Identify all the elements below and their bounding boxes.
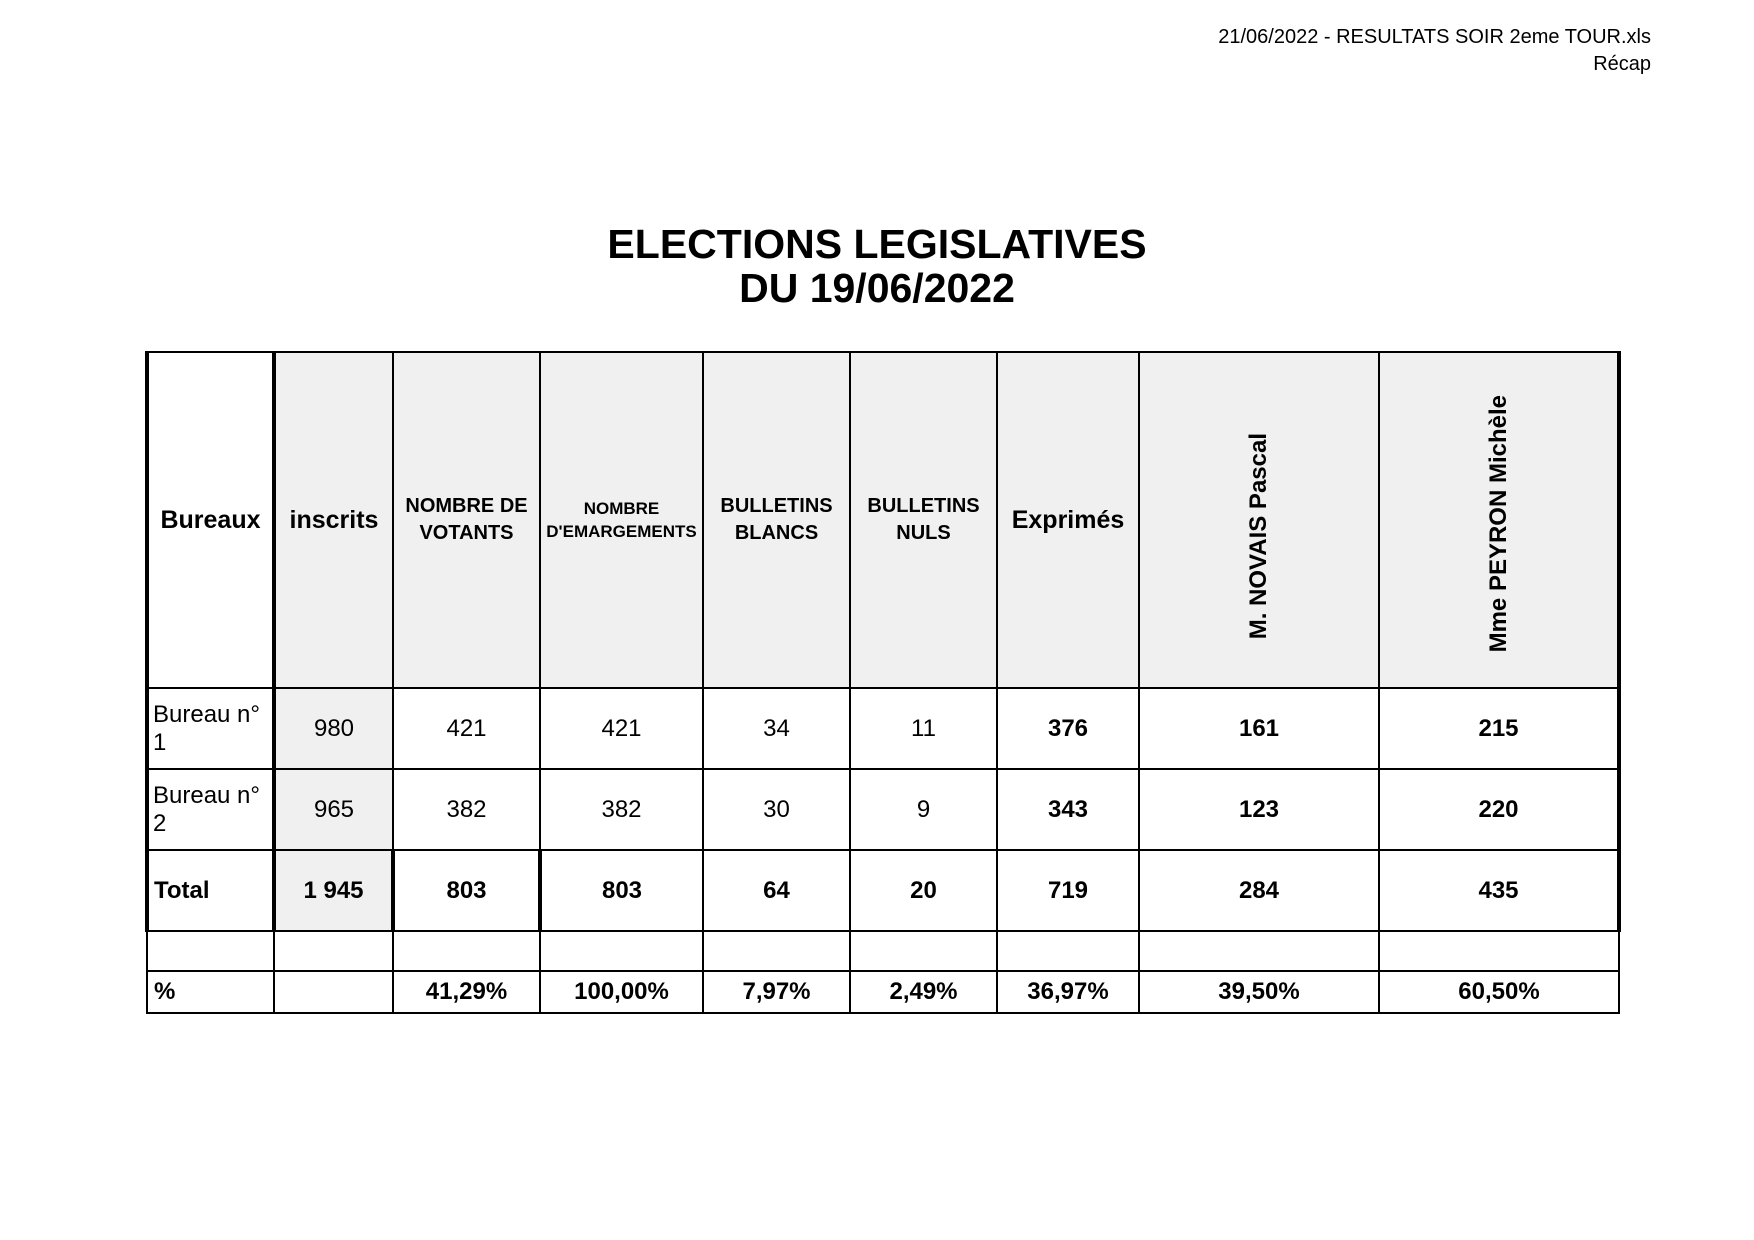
page-title	[0, 222, 1754, 310]
spacer-row	[147, 931, 1619, 971]
bureau-label: Bureau n° 1	[147, 688, 274, 769]
header-row	[147, 352, 1619, 688]
header-candidate-1	[1139, 352, 1379, 688]
percent-exprimes: 36,97%	[997, 971, 1139, 1013]
total-blancs: 64	[703, 850, 850, 931]
votants-value: 382	[393, 769, 540, 850]
file-name: 21/06/2022 - RESULTATS SOIR 2eme TOUR.xls	[1218, 26, 1651, 48]
percent-votants: 41,29%	[393, 971, 540, 1013]
candidate-2-name: Mme PEYRON Michèle	[1484, 394, 1512, 653]
percent-nuls: 2,49%	[850, 971, 997, 1013]
percent-blancs: 7,97%	[703, 971, 850, 1013]
total-inscrits: 1 945	[274, 850, 393, 931]
bureau-label: Bureau n° 2	[147, 769, 274, 850]
nuls-value: 9	[850, 769, 997, 850]
candidate-1-name: M. NOVAIS Pascal	[1245, 433, 1272, 640]
table-row	[147, 688, 1619, 769]
header-blancs: BULLETINS BLANCS	[703, 352, 850, 688]
total-label: Total	[147, 850, 274, 931]
total-exprimes: 719	[997, 850, 1139, 931]
candidate-1-value: 161	[1139, 688, 1379, 769]
header-inscrits: inscrits	[274, 352, 393, 688]
total-nuls: 20	[850, 850, 997, 931]
header-candidate-2	[1379, 352, 1619, 688]
votants-value: 421	[393, 688, 540, 769]
title-line-2: DU 19/06/2022	[739, 265, 1015, 311]
total-emargements: 803	[540, 850, 703, 931]
header-exprimes: Exprimés	[997, 352, 1139, 688]
title-line-1: ELECTIONS LEGISLATIVES	[607, 221, 1147, 267]
blancs-value: 34	[703, 688, 850, 769]
emargements-value: 382	[540, 769, 703, 850]
exprimes-value: 343	[997, 769, 1139, 850]
exprimes-value: 376	[997, 688, 1139, 769]
inscrits-value: 980	[274, 688, 393, 769]
file-header	[1218, 24, 1651, 78]
header-bureaux: Bureaux	[147, 352, 274, 688]
total-votants: 803	[393, 850, 540, 931]
nuls-value: 11	[850, 688, 997, 769]
percent-emargements: 100,00%	[540, 971, 703, 1013]
total-candidate-2: 435	[1379, 850, 1619, 931]
percent-candidate-1: 39,50%	[1139, 971, 1379, 1013]
percent-label: %	[147, 971, 274, 1013]
emargements-value: 421	[540, 688, 703, 769]
total-candidate-1: 284	[1139, 850, 1379, 931]
header-emargements: NOMBRE D'EMARGEMENTS	[540, 352, 703, 688]
sheet-name: Récap	[1593, 53, 1651, 75]
candidate-2-value: 215	[1379, 688, 1619, 769]
header-votants: NOMBRE DE VOTANTS	[393, 352, 540, 688]
header-nuls: BULLETINS NULS	[850, 352, 997, 688]
candidate-2-value: 220	[1379, 769, 1619, 850]
results-table	[145, 351, 1621, 1014]
percent-inscrits	[274, 971, 393, 1013]
percent-row	[147, 971, 1619, 1013]
table-row	[147, 769, 1619, 850]
total-row	[147, 850, 1619, 931]
inscrits-value: 965	[274, 769, 393, 850]
candidate-1-value: 123	[1139, 769, 1379, 850]
percent-candidate-2: 60,50%	[1379, 971, 1619, 1013]
blancs-value: 30	[703, 769, 850, 850]
